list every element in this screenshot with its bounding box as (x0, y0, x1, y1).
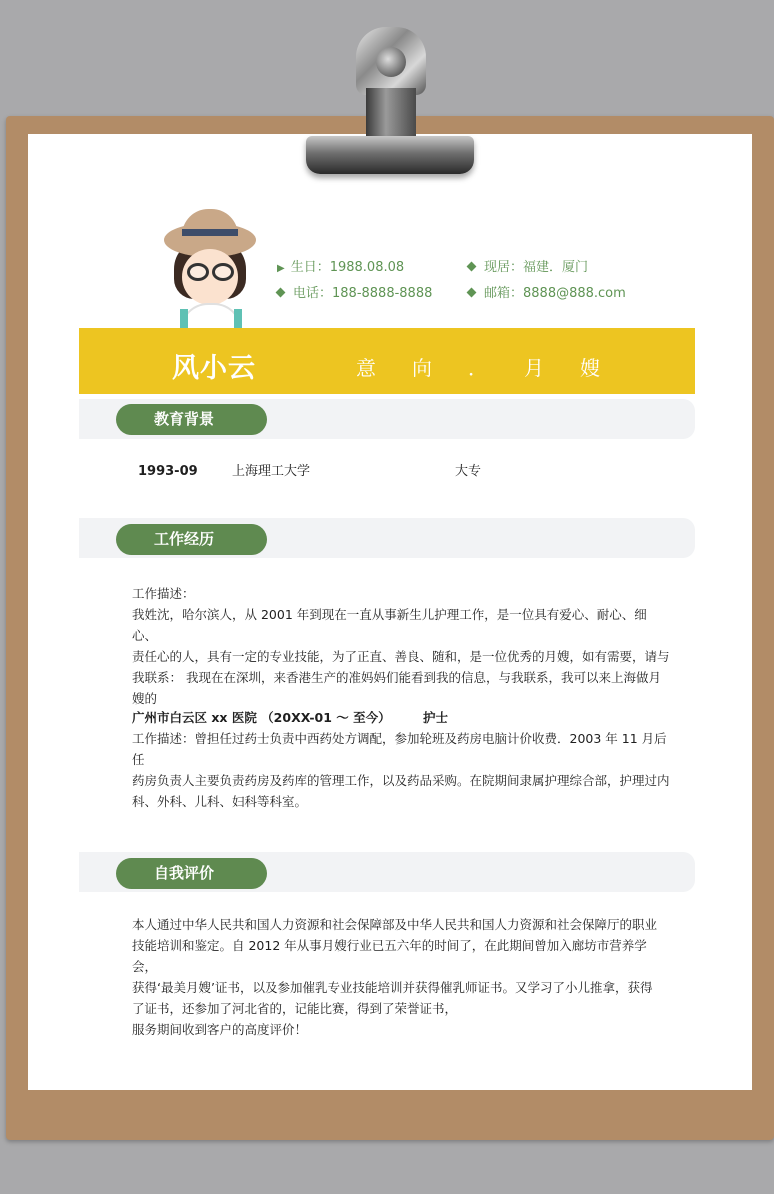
contact-birth (277, 256, 404, 275)
work-desc-label: 工作描述： (132, 586, 195, 601)
self-eval-line: 本人通过中华人民共和国人力资源和社会保障部及中华人民共和国人力资源和社会保障厅的职业 (132, 917, 658, 932)
education-degree: 大专 (455, 464, 482, 479)
self-eval-line: 服务期间收到客户的高度评价！ (132, 1022, 308, 1037)
binder-clip-neck (366, 88, 416, 140)
work-desc-line: 我联系： 我现在在深圳，来香港生产的准妈妈们能看到我的信息，与我联系，我可以来上海做月 (132, 670, 661, 685)
self-evaluation (132, 914, 670, 1040)
clip-hole (376, 47, 406, 77)
job-title: 护士 (423, 710, 449, 725)
binder-clip-base (306, 136, 474, 174)
self-eval-line: 获得‘最美月嫂’证书，以及参加催乳专业技能培训并获得催乳师证书。又学习了小儿推拿，获得 (132, 980, 653, 995)
contact-email (468, 282, 626, 301)
job-desc-line: 药房负责人主要负责药房及药库的管理工作，以及药品采购。在院期间隶属护理综合部，护理过内 (132, 773, 670, 788)
phone-text: 电话：188-8888-8888 (293, 286, 433, 301)
education-heading: 教育背景 (116, 404, 267, 435)
email-text: 邮箱：8888@888.com (484, 286, 626, 301)
job-intent: 意向．月嫂 (356, 356, 636, 380)
self-eval-line: 了证书，还参加了河北省的，记能比赛，得到了荣誉证书， (132, 1001, 458, 1016)
self-eval-line: 技能培训和鉴定。自 2012 年从事月嫂行业已五六年的时间了，在此期间曾加入廊坊市营养学会， (132, 938, 647, 974)
diamond-icon (467, 288, 477, 298)
resume-name: 风小云 (172, 353, 256, 384)
education-school: 上海理工大学 (232, 464, 311, 479)
work-description (132, 583, 670, 709)
binder-clip-icon (356, 27, 426, 95)
avatar (160, 205, 260, 330)
avatar-shirt (180, 303, 242, 331)
work-desc-line: 我姓沈，哈尔滨人，从 2001 年到现在一直从事新生儿护理工作，是一位具有爱心、耐心、细心、 (132, 607, 647, 643)
work-desc-line: 责任心的人，具有一定的专业技能，为了正直、善良、随和，是一位优秀的月嫂，如有需要，请与 (132, 649, 670, 664)
avatar-hat-band (182, 229, 238, 236)
job-organization: 广州市白云区 xx 医院 （20XX-01 ～ 至今） (132, 710, 391, 725)
birth-text: 生日：1988.08.08 (290, 260, 405, 275)
work-heading: 工作经历 (116, 524, 267, 555)
avatar-hat-top (182, 209, 238, 241)
residence-text: 现居：福建．厦门 (484, 260, 589, 275)
triangle-icon: ▶ (277, 263, 285, 274)
self-heading: 自我评价 (116, 858, 267, 889)
diamond-icon (467, 262, 477, 272)
avatar-glasses-left (187, 263, 209, 281)
contact-phone (277, 282, 432, 301)
contact-residence (468, 256, 588, 275)
avatar-glasses-right (212, 263, 234, 281)
work-desc-line: 嫂的 (132, 691, 158, 706)
job-description (132, 728, 670, 812)
job-desc-line: 工作描述：曾担任过药士负责中西药处方调配，参加轮班及药房电脑计价收费．2003 年 11 月后任 (132, 731, 667, 767)
job-desc-line: 科、外科、儿科、妇科等科室。 (132, 794, 308, 809)
education-date: 1993-09 (138, 464, 198, 479)
diamond-icon (276, 288, 286, 298)
